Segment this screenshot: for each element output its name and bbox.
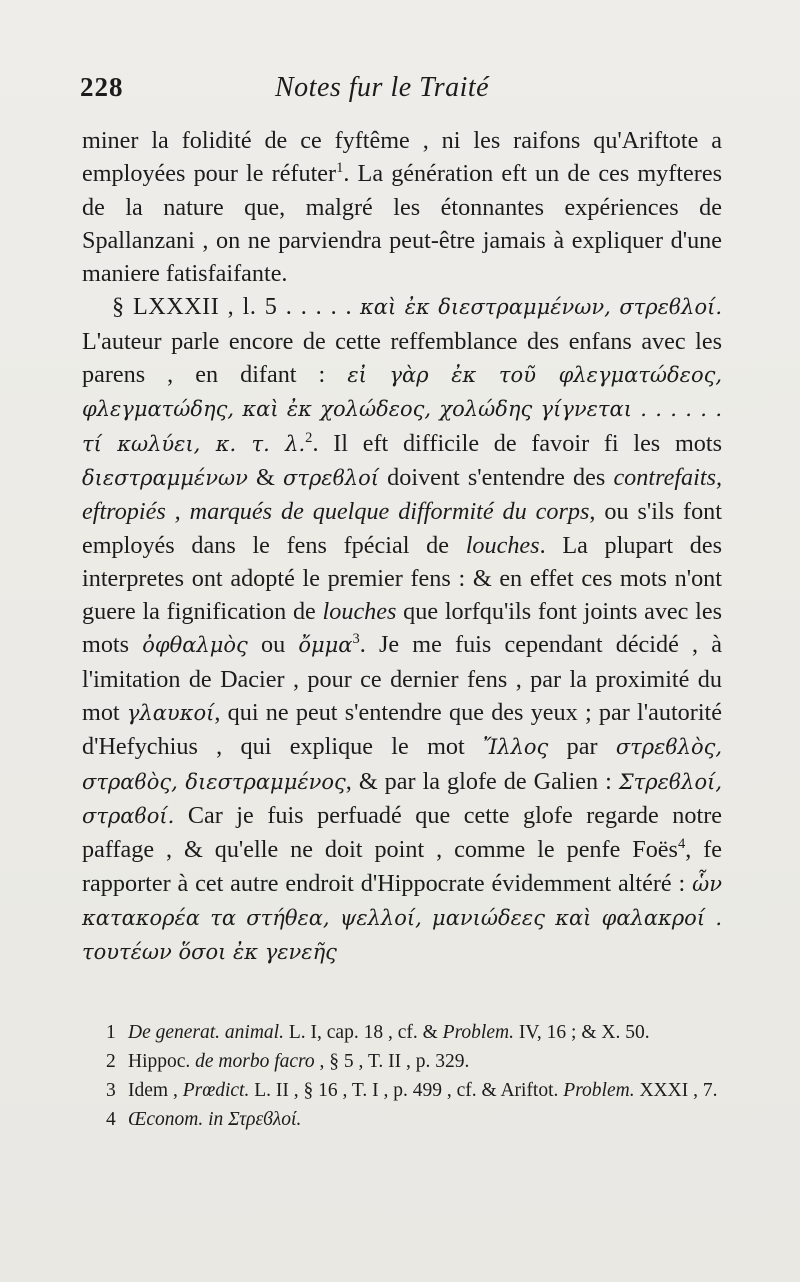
text-run: . La plupart des interpretes ont adopté le premier fens : & en effet ces mots n'ont guere la fignification de (82, 531, 723, 626)
greek-word: στρεϐλοί (283, 465, 379, 490)
text-run: , ou s'ils font employés dans le fens fpécial de (82, 498, 722, 559)
text-run: ou (260, 631, 286, 659)
greek-word: γλαυκοί (126, 701, 215, 726)
page-header (80, 72, 730, 112)
footnote-2: 2 Hippoc. de morbo facro , § 5 , T. II , p. 329. (82, 1047, 722, 1076)
page-number: 228 (80, 72, 124, 102)
text-run: & (256, 463, 275, 491)
greek-word: ὀφθαλμὸς (142, 633, 248, 658)
footnote-number: 1 (106, 1022, 116, 1043)
text-run: L'auteur parle encore de cette reffemblance des enfans avec les parens , en difant : (82, 327, 722, 389)
text-run: par (566, 733, 598, 761)
greek-quote: ὧν κατακορέα τα στήθεα, ψελλοί, μανιώδεες καὶ φαλακροί . τουτέων ὅσοι ἐκ γενεῆς (82, 871, 723, 965)
greek-quote: στρεϐλὸς, στραϐὸς, διεστραμμένος (82, 735, 723, 794)
greek-quote: καὶ ἐκ διεστραμμένων, στρεϐλοί. (360, 295, 723, 320)
footnote-ref-4: 4 (677, 836, 686, 853)
footnote-number: 2 (106, 1051, 116, 1072)
text-run: Car je fuis perfuadé que cette glofe regarde notre paffage , & qu'elle ne doit point , comme le penfe Foës (82, 801, 722, 864)
greek-word: Ἴλλος (483, 735, 549, 760)
text-run: , qui ne peut s'entendre que des yeux ; par l'autorité d'Hefychius , qui explique le mot (82, 699, 723, 761)
footnote-ref-1: 1 (336, 160, 344, 177)
greek-word: ὄμμα (298, 633, 353, 658)
main-text (82, 124, 722, 969)
footnote-number: 3 (106, 1080, 116, 1101)
greek-quote: εἰ γὰρ ἐκ τοῦ φλεγματώδεος, φλεγματώδης, καὶ ἐκ χολώδεος, χολώδης γίγνεται . . . . . . τί κωλύει, κ. τ. λ. (82, 363, 723, 456)
greek-word: διεστραμμένων (82, 465, 248, 490)
italic-word: louches (465, 531, 540, 559)
text-run: . Je me fuis cependant décidé , à l'imitation de Dacier , pour ce dernier fens , par la proximité du mot (82, 631, 722, 727)
text-run: doivent s'entendre des (387, 463, 606, 491)
footnote-3: 3 Idem , Prœdict. L. II , § 16 , T. I , p. 499 , cf. & Ariftot. Problem. XXXI , 7. (82, 1076, 722, 1105)
italic-word: louches (322, 598, 397, 626)
paragraph-2 (82, 290, 722, 969)
text-run: que lorfqu'ils font joints avec les mots (82, 598, 723, 659)
footnotes (82, 1018, 722, 1134)
footnote-ref-2: 2 (305, 429, 313, 446)
footnote-number: 4 (106, 1109, 116, 1130)
text-run: , & par la glofe de Galien : (345, 767, 612, 795)
paragraph-1 (82, 124, 722, 290)
footnote-ref-3: 3 (352, 631, 360, 648)
footnote-1: 1 De generat. animal. L. I, cap. 18 , cf. & Problem. IV, 16 ; & X. 50. (82, 1018, 722, 1047)
italic-phrase: contrefaits, eftropiés , marqués de quelque difformité du corps (82, 463, 723, 526)
text-run: miner la folidité de ce fyftême , ni les raifons qu'Ariftote a employées pour le réfuter (82, 127, 722, 188)
text-run: , fe rapporter à cet autre endroit d'Hippocrate évidemment altéré : (82, 836, 722, 897)
greek-quote: Στρεϐλοί, στραϐοί. (82, 769, 723, 828)
footnote-4: 4 Œconom. in Στρεϐλοί. (82, 1105, 722, 1134)
section-reference: § LXXXII , l. 5 . . . . . (112, 293, 353, 321)
text-run: . La génération eft un de ces myfteres de la nature que, malgré les étonnantes expériences de Spallanzani , on ne parviendra peut-être jamais à expliquer d'une maniere fatisfaifante. (82, 160, 722, 288)
text-run: . Il eft difficile de favoir fi les mots (312, 429, 722, 457)
running-title: Notes fur le Traité (275, 72, 490, 103)
